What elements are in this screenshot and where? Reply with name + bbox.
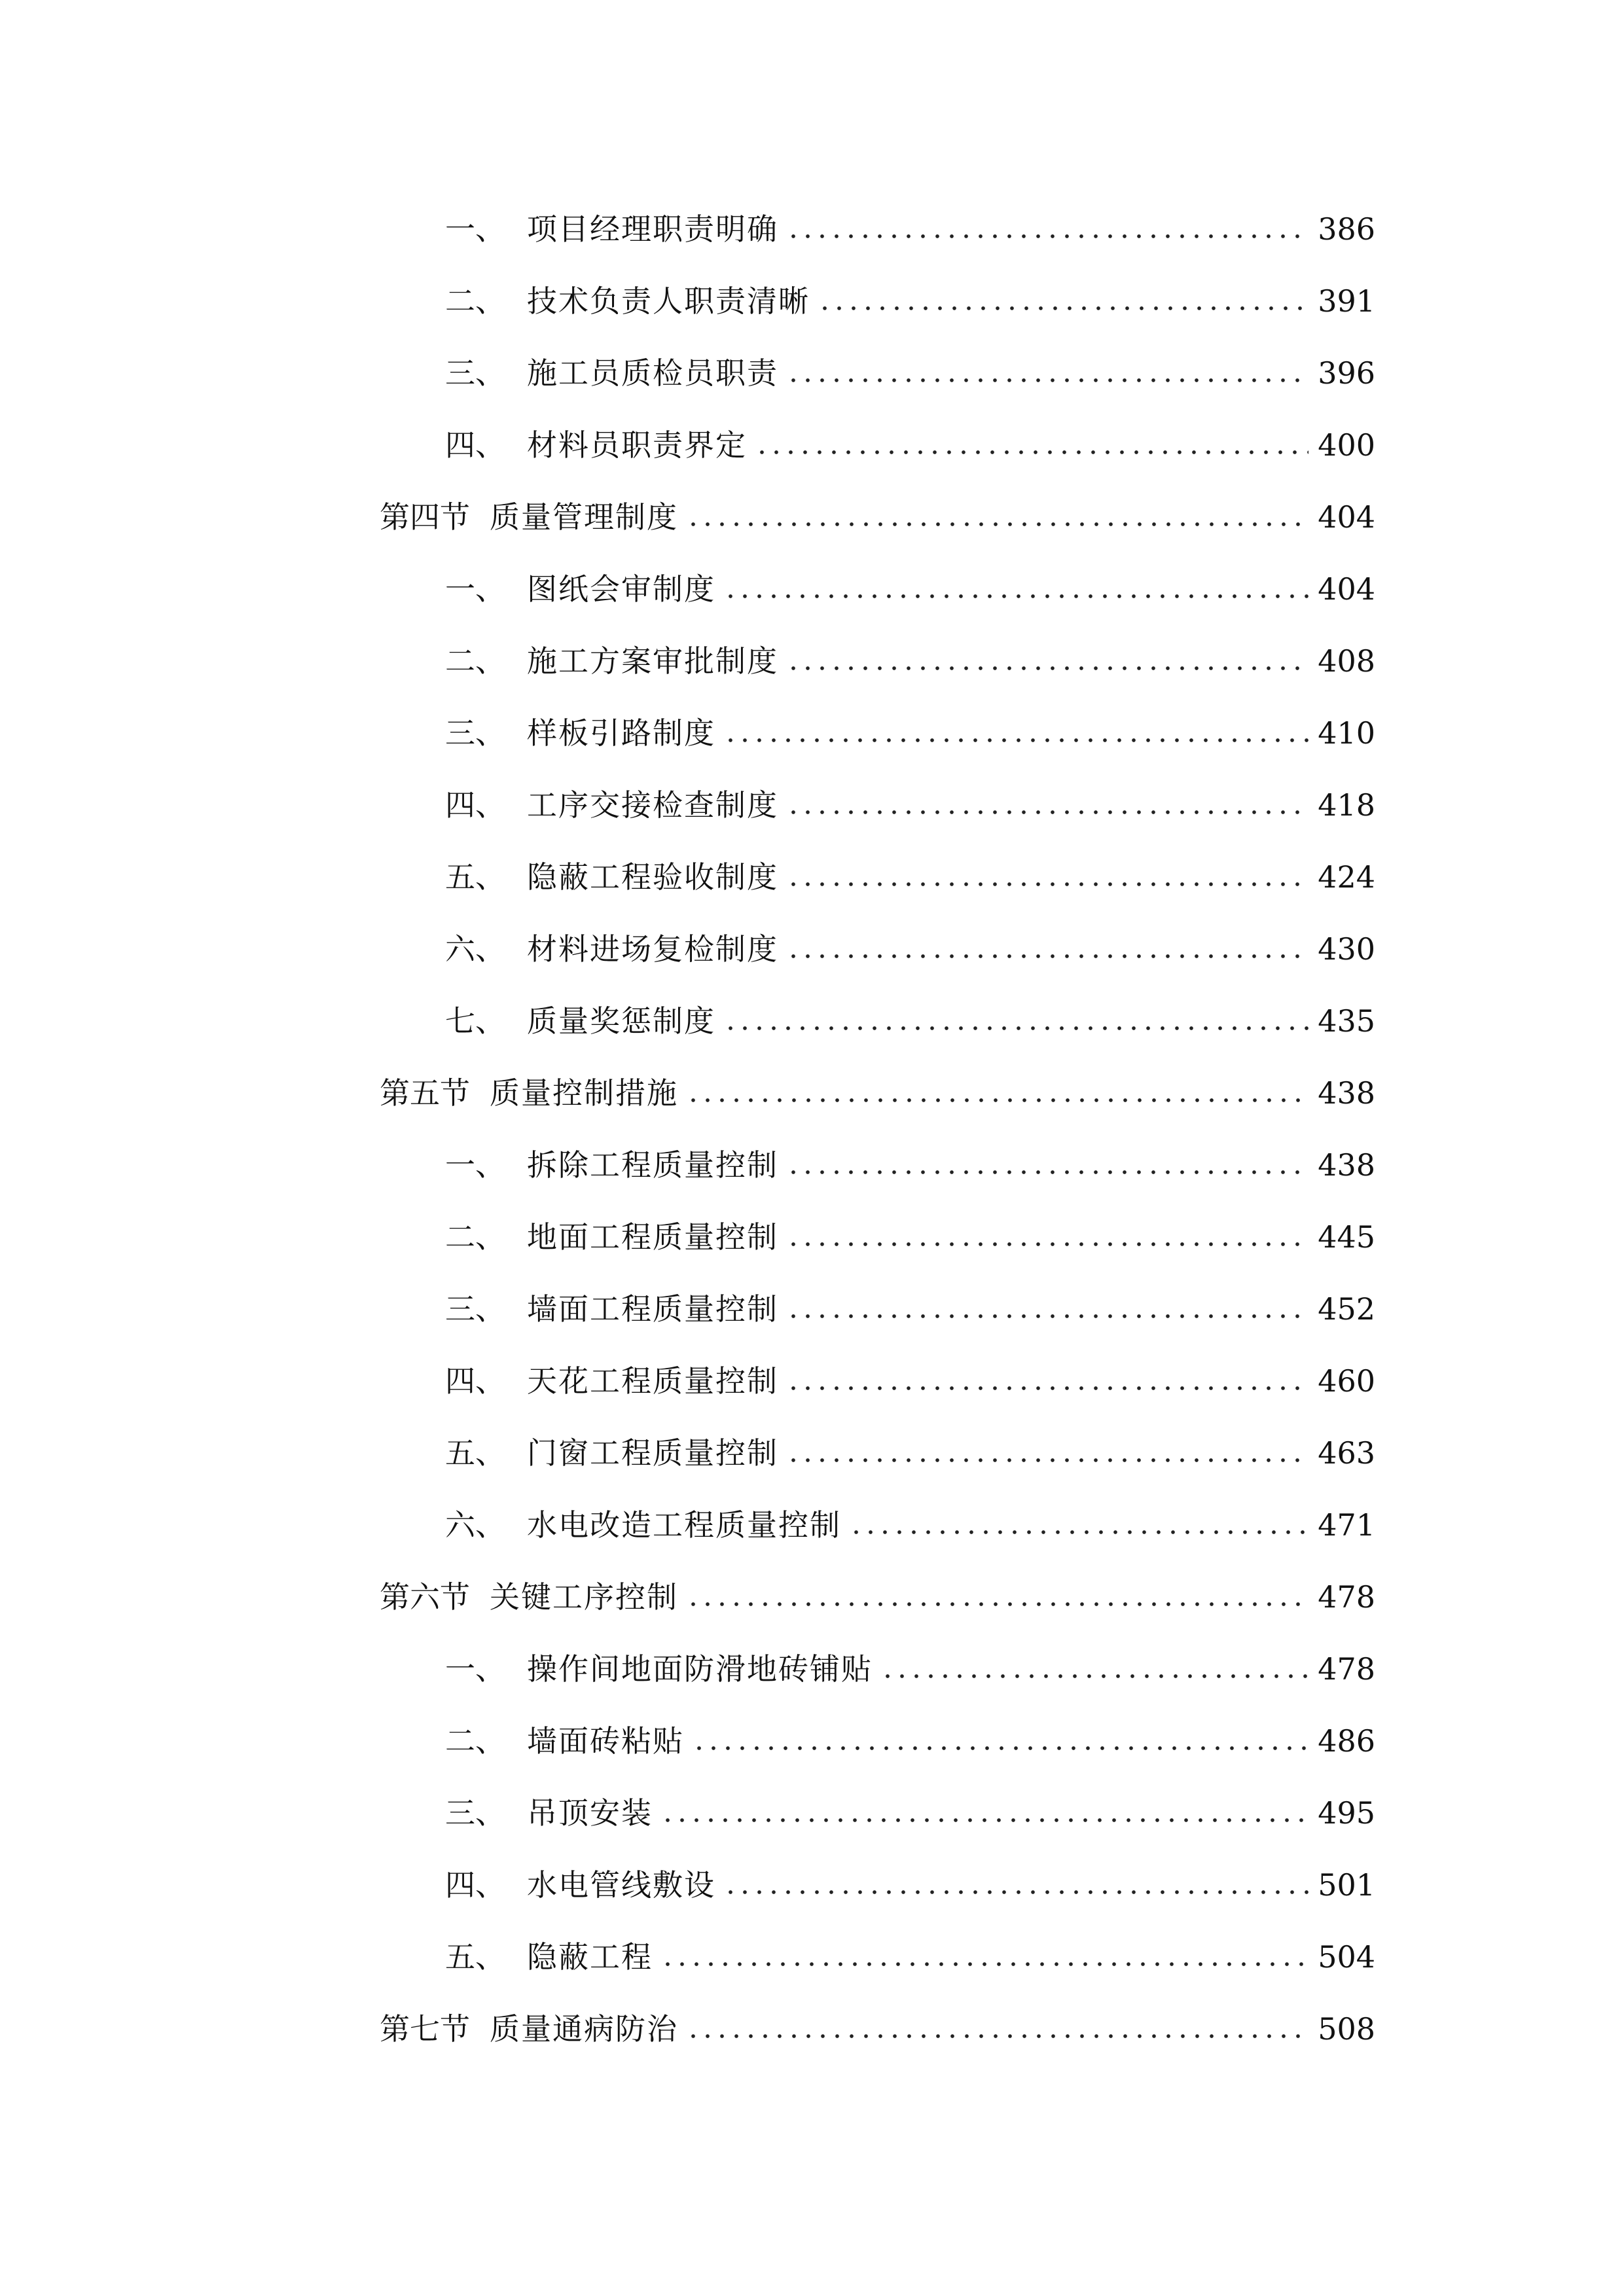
toc-entry-number: 一、 [445,211,505,247]
toc-entry-title: 项目经理职责明确 [527,211,778,247]
toc-dot-leader [786,1458,1308,1462]
toc-dot-leader [723,738,1308,742]
toc-entry-title: 墙面砖粘贴 [527,1723,684,1759]
toc-dot-leader [786,1314,1308,1318]
toc-entry-number: 三、 [445,1291,505,1327]
toc-dot-leader [786,666,1308,670]
toc-entry-page: 471 [1318,1507,1375,1543]
toc-dot-leader [786,954,1308,958]
toc-entry-title: 吊顶安装 [527,1795,653,1831]
toc-entry-title: 天花工程质量控制 [527,1363,778,1399]
toc-entry-page: 463 [1318,1435,1375,1471]
toc-entry-number: 五、 [445,859,505,895]
toc-dot-leader [686,522,1308,526]
toc-entry-title: 隐蔽工程验收制度 [527,859,778,895]
toc-entry-title: 质量通病防治 [490,2011,678,2047]
toc-entry-title: 门窗工程质量控制 [527,1435,778,1471]
toc-entry-title: 工序交接检查制度 [527,787,778,823]
toc-entry-title: 质量奖惩制度 [527,1003,715,1039]
toc-entry-title: 水电改造工程质量控制 [527,1507,841,1543]
toc-entry-title: 水电管线敷设 [527,1867,715,1903]
toc-entry-page: 495 [1318,1795,1375,1831]
toc-entry-page: 438 [1318,1147,1375,1183]
toc-entry[interactable] [445,1499,1375,1551]
toc-entry-title: 质量控制措施 [490,1075,678,1111]
toc-dot-leader [686,1602,1308,1606]
toc-entry-page: 435 [1318,1003,1375,1039]
toc-dot-leader [786,810,1308,814]
toc-entry[interactable] [445,1355,1375,1407]
toc-entry[interactable] [445,1859,1375,1911]
toc-entry-page: 486 [1318,1723,1375,1759]
toc-entry-number: 四、 [445,427,505,463]
toc-entry-number: 三、 [445,715,505,751]
toc-entry-page: 396 [1318,355,1375,391]
toc-entry-page: 408 [1318,643,1375,679]
toc-entry-number: 一、 [445,571,505,607]
toc-dot-leader [849,1530,1308,1534]
toc-entry-title: 施工方案审批制度 [527,643,778,679]
toc-entry-number: 五、 [445,1435,505,1471]
toc-entry-title: 样板引路制度 [527,715,715,751]
toc-entry-number: 二、 [445,643,505,679]
toc-entry[interactable] [445,1427,1375,1479]
toc-entry-number: 第七节 [380,2011,470,2047]
toc-section-entry[interactable] [380,1067,1375,1119]
toc-entry-title: 质量管理制度 [490,499,678,535]
toc-dot-leader [723,1026,1308,1030]
toc-entry-number: 第六节 [380,1579,470,1615]
toc-entry-number: 三、 [445,1795,505,1831]
toc-entry[interactable] [445,1643,1375,1695]
toc-entry[interactable] [445,203,1375,255]
toc-entry-page: 430 [1318,931,1375,967]
toc-entry-page: 460 [1318,1363,1375,1399]
toc-entry-page: 478 [1318,1579,1375,1615]
toc-entry-page: 424 [1318,859,1375,895]
toc-entry[interactable] [445,1787,1375,1839]
toc-dot-leader [692,1746,1308,1750]
toc-entry[interactable] [445,779,1375,831]
toc-entry-number: 二、 [445,1219,505,1255]
toc-entry-number: 一、 [445,1147,505,1183]
toc-entry-number: 七、 [445,1003,505,1039]
toc-entry-number: 一、 [445,1651,505,1687]
toc-entry[interactable] [445,1715,1375,1767]
toc-dot-leader [660,1818,1308,1822]
toc-entry-title: 拆除工程质量控制 [527,1147,778,1183]
toc-entry[interactable] [445,635,1375,687]
toc-dot-leader [755,450,1308,454]
toc-entry-number: 六、 [445,931,505,967]
toc-entry[interactable] [445,563,1375,615]
toc-entry-page: 404 [1318,499,1375,535]
toc-entry-number: 四、 [445,1867,505,1903]
toc-entry-number: 第四节 [380,499,470,535]
toc-entry-number: 五、 [445,1939,505,1975]
toc-entry[interactable] [445,1283,1375,1335]
toc-entry[interactable] [445,923,1375,975]
toc-entry[interactable] [445,275,1375,327]
toc-entry-title: 隐蔽工程 [527,1939,653,1975]
toc-dot-leader [786,1242,1308,1246]
toc-entry[interactable] [445,419,1375,471]
toc-entry-number: 四、 [445,1363,505,1399]
toc-entry-title: 操作间地面防滑地砖铺贴 [527,1651,873,1687]
toc-dot-leader [686,2034,1308,2038]
toc-entry-page: 418 [1318,787,1375,823]
toc-entry-title: 墙面工程质量控制 [527,1291,778,1327]
toc-entry-number: 四、 [445,787,505,823]
toc-entry-page: 445 [1318,1219,1375,1255]
toc-entry-number: 第五节 [380,1075,470,1111]
toc-entry[interactable] [445,347,1375,399]
toc-entry[interactable] [445,851,1375,903]
toc-section-entry[interactable] [380,2003,1375,2055]
toc-dot-leader [660,1962,1308,1966]
toc-entry-number: 二、 [445,1723,505,1759]
toc-entry-number: 三、 [445,355,505,391]
toc-entry[interactable] [445,1931,1375,1983]
toc-entry-title: 关键工序控制 [490,1579,678,1615]
toc-entry-page: 501 [1318,1867,1375,1903]
toc-dot-leader [786,1170,1308,1174]
toc-dot-leader [880,1674,1308,1678]
toc-entry-page: 410 [1318,715,1375,751]
toc-entry-number: 二、 [445,283,505,319]
toc-section-entry[interactable] [380,491,1375,543]
toc-dot-leader [686,1098,1308,1102]
toc-entry-page: 452 [1318,1291,1375,1327]
toc-dot-leader [786,882,1308,886]
toc-entry[interactable] [445,1211,1375,1263]
toc-dot-leader [786,234,1308,238]
toc-entry-page: 404 [1318,571,1375,607]
toc-entry-title: 材料员职责界定 [527,427,747,463]
toc-dot-leader [723,1890,1308,1894]
toc-section-entry[interactable] [380,1571,1375,1623]
toc-entry-title: 施工员质检员职责 [527,355,778,391]
toc-entry-title: 材料进场复检制度 [527,931,778,967]
toc-entry-title: 技术负责人职责清晰 [527,283,810,319]
toc-entry[interactable] [445,995,1375,1047]
toc-entry-title: 图纸会审制度 [527,571,715,607]
toc-entry[interactable] [445,1139,1375,1191]
toc-entry-page: 478 [1318,1651,1375,1687]
toc-entry-page: 508 [1318,2011,1375,2047]
toc-entry-page: 400 [1318,427,1375,463]
toc-entry-title: 地面工程质量控制 [527,1219,778,1255]
toc-entry-number: 六、 [445,1507,505,1543]
toc-dot-leader [818,306,1308,310]
toc-entry[interactable] [445,707,1375,759]
toc-dot-leader [723,594,1308,598]
toc-dot-leader [786,1386,1308,1390]
toc-dot-leader [786,378,1308,382]
toc-entry-page: 504 [1318,1939,1375,1975]
toc-entry-page: 438 [1318,1075,1375,1111]
toc-entry-page: 386 [1318,211,1375,247]
toc-entry-page: 391 [1318,283,1375,319]
